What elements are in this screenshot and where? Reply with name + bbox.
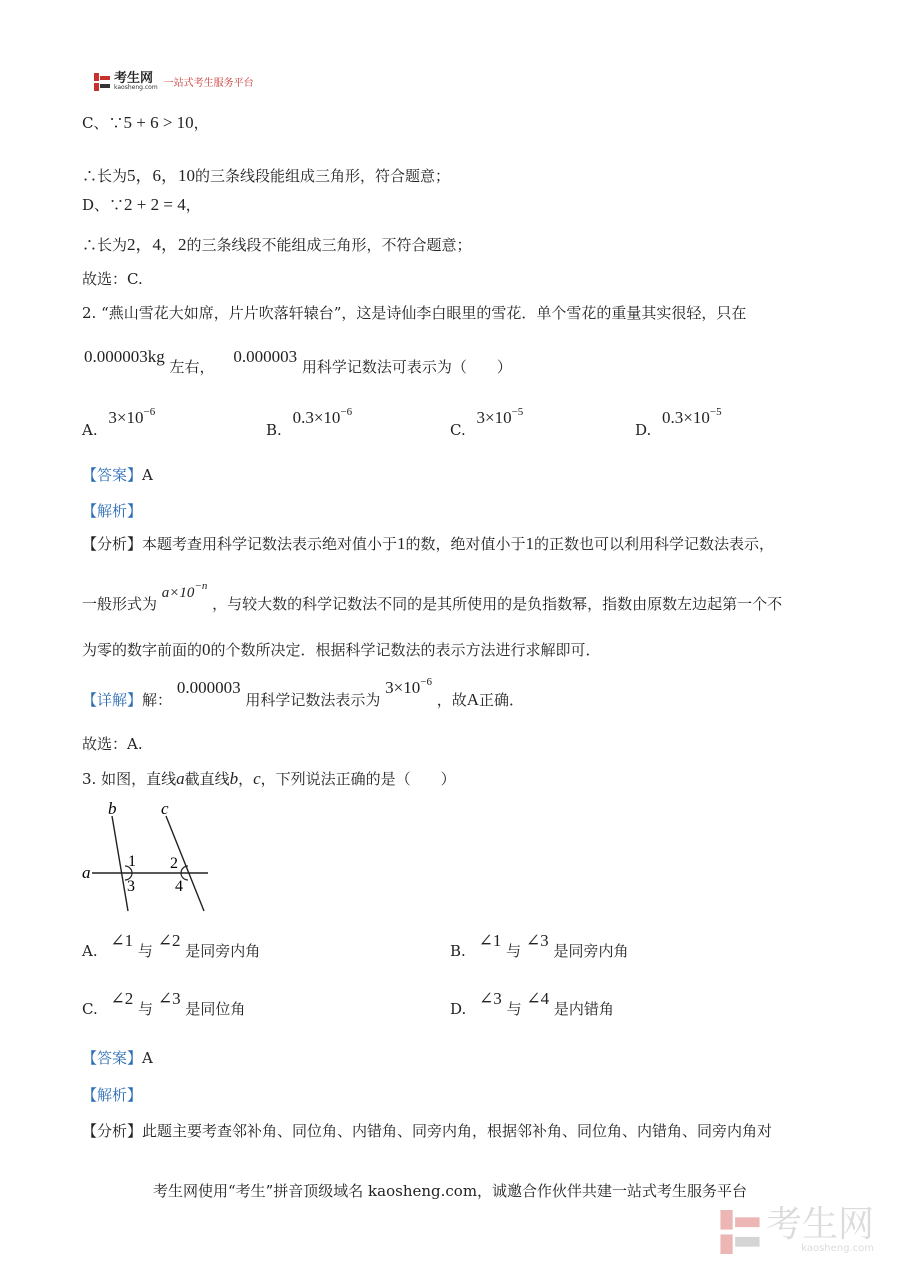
footer-text: 考生网使用“考生”拼音顶级域名 kaosheng.com，诚邀合作伙伴共建一站式考生服务平台 xyxy=(152,1182,748,1200)
q2-fenxi-line2: 一般形式为 $a\times 10^{-n}$ ，与较大数的科学记数法不同的是其所使用的是负指数幂，指数由原数左边起第一个不 xyxy=(82,580,783,613)
label-angle-4: 4 xyxy=(175,878,183,895)
label-c: c xyxy=(161,799,169,818)
line-c-conclusion: ∴长为5，6，10的三条线段能组成三角形，符合题意； xyxy=(82,166,451,185)
q3-option-c: C. ∠2 与 ∠3 是同位角 xyxy=(82,989,246,1018)
label-b: b xyxy=(108,799,117,818)
logo-icon xyxy=(94,73,110,91)
q3-option-b: B. ∠1 与 ∠3 是同旁内角 xyxy=(450,931,629,960)
q2-option-c: C. $3\times 10^{-5}$ xyxy=(450,406,524,439)
logo-slogan: 一站式考生服务平台 xyxy=(163,78,254,89)
line-c-condition: C、∵5 + 6 > 10， xyxy=(82,113,209,132)
q3-fenxi: 【分析】此题主要考查邻补角、同位角、内错角、同旁内角，根据邻补角、同位角、内错角、同旁内角对 xyxy=(82,1122,773,1140)
line-choose-c: 故选：C. xyxy=(82,270,143,288)
q3-analysis-tag: 【解析】 xyxy=(82,1086,143,1104)
q2-stem-line2: 0.000003kg 左右， 0.000003 用科学记数法可表示为（ ） xyxy=(84,347,512,376)
label-angle-2: 2 xyxy=(170,855,178,872)
q3-option-a: A. ∠1 与 ∠2 是同旁内角 xyxy=(82,931,261,960)
header-logo xyxy=(94,72,254,91)
watermark-logo-icon xyxy=(720,1210,760,1254)
q3-stem: 3. 如图，直线a截直线b，c，下列说法正确的是（ ） xyxy=(82,769,456,788)
q2-option-b: B. $0.3\times 10^{-6}$ xyxy=(266,406,353,439)
q2-detail: 【详解】解： 0.000003 用科学记数法表示为 $3\times 10^{-6}$ ，故A正确． xyxy=(82,676,525,709)
q2-fenxi-line3: 为零的数字前面的0的个数所决定．根据科学记数法的表示方法进行求解即可． xyxy=(82,640,601,659)
q3-option-d: D. ∠3 与 ∠4 是内错角 xyxy=(450,989,614,1018)
q2-fenxi-line1: 【分析】本题考查用科学记数法表示绝对值小于1的数，绝对值小于1的正数也可以利用科学记数法表示， xyxy=(82,534,775,553)
watermark: 考生网 kaosheng.com xyxy=(720,1207,874,1254)
q2-choose: 故选：A. xyxy=(82,735,143,753)
line-d-condition: D、∵2 + 2 = 4， xyxy=(82,195,201,214)
label-a: a xyxy=(82,863,91,882)
q3-figure xyxy=(78,798,218,918)
label-angle-3: 3 xyxy=(127,878,135,895)
q3-answer: 【答案】A xyxy=(82,1049,153,1067)
q2-option-a: A. $3\times 10^{-6}$ xyxy=(82,406,156,439)
label-angle-1: 1 xyxy=(128,853,136,870)
q2-option-d: D. $0.3\times 10^{-5}$ xyxy=(635,406,722,439)
line-d-conclusion: ∴长为2，4，2的三条线段不能组成三角形，不符合题意； xyxy=(82,235,472,254)
q2-stem: 2. “燕山雪花大如席，片片吹落轩辕台”，这是诗仙李白眼里的雪花．单个雪花的重量其实很轻，只在 xyxy=(82,304,747,322)
line-b xyxy=(112,816,128,911)
q2-answer: 【答案】A xyxy=(82,466,153,484)
q2-analysis-tag: 【解析】 xyxy=(82,502,143,520)
logo-text: 考生网 kaosheng.com xyxy=(114,71,158,91)
